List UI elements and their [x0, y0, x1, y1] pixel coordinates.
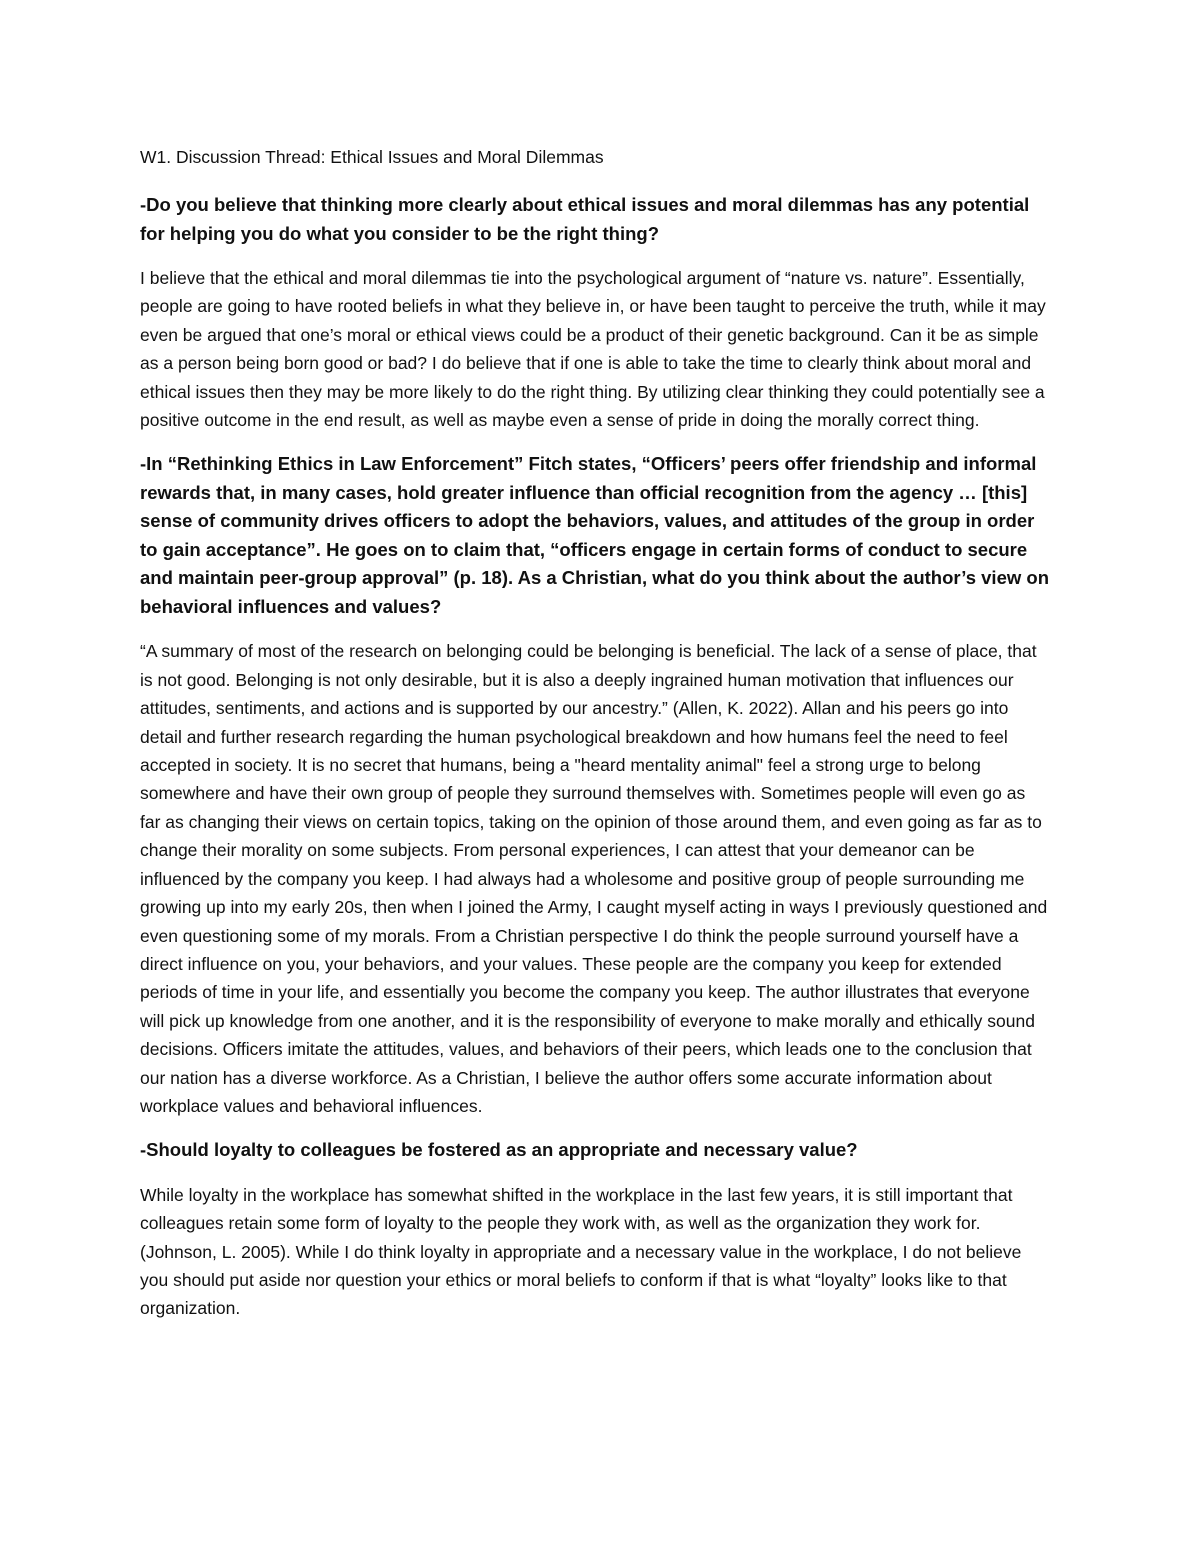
answer-2: [140, 637, 1050, 1120]
document-title: W1. Discussion Thread: Ethical Issues and Moral Dilemmas: [140, 147, 604, 167]
answer-2-text: “A summary of most of the research on belonging could be belonging is beneficial. The lack of a sense of place, that is not good. Belonging is not only desirable, but it is also a deeply ingrained human motivation that influences our attitudes, sentiments, and actions and is supported by our ancestry.” (Allen, K. 2022). Allan and his peers go into detail and further research regarding the human psychological breakdown and how humans feel the need to feel accepted in society. It is no secret that humans, being a "heard mentality animal" feel a strong urge to belong somewhere and have their own group of people they surround themselves with. Sometimes people will even go as far as changing their views on certain topics, taking on the opinion of those around them, and even going as far as to change their morality on some subjects. From personal experiences, I can attest that your demeanor can be influenced by the company you keep. I had always had a wholesome and positive group of people surrounding me growing up into my early 20s, then when I joined the Army, I caught myself acting in ways I previously questioned and even questioning some of my morals. From a Christian perspective I do think the people surround yourself have a direct influence on you, your behaviors, and your values. These people are the company you keep for extended periods of time in your life, and essentially you become the company you keep. The author illustrates that everyone will pick up knowledge from one another, and it is the responsibility of everyone to make morally and ethically sound decisions. Officers imitate the attitudes, values, and behaviors of their peers, which leads one to the conclusion that our nation has a diverse workforce. As a Christian, I believe the author offers some accurate information about workplace values and behavioral influences.: [140, 641, 1048, 1116]
answer-3-text: While loyalty in the workplace has somewhat shifted in the workplace in the last few years, it is still important that colleagues retain some form of loyalty to the people they work with, as well as the organization they work for. (Johnson, L. 2005). While I do think loyalty in appropriate and a necessary value in the workplace, I do not believe you should put aside nor question your ethics or moral beliefs to conform if that is what “loyalty” looks like to that organization.: [140, 1184, 1022, 1319]
answer-1: [140, 264, 1050, 434]
answer-3: [140, 1181, 1050, 1323]
question-1: -Do you believe that thinking more clearly about ethical issues and moral dilemmas has any potential for helping you do what you consider to be the right thing?: [140, 194, 1030, 244]
question-3: -Should loyalty to colleagues be fostered as an appropriate and necessary value?: [140, 1139, 858, 1161]
answer-1-text: I believe that the ethical and moral dilemmas tie into the psychological argument of “nature vs. nature”. Essentially, people are going to have rooted beliefs in what they believe in, or have been taught to perceive the truth, while it may even be argued that one’s moral or ethical views could be a product of their genetic background. Can it be as simple as a person being born good or bad? I do believe that if one is able to take the time to clearly think about moral and ethical issues then they may be more likely to do the right thing. By utilizing clear thinking they could potentially see a positive outcome in the end result, as well as maybe even a sense of pride in doing the morally correct thing.: [140, 268, 1046, 431]
question-2: -In “Rethinking Ethics in Law Enforcement” Fitch states, “Officers’ peers offer friendship and informal rewards that, in many cases, hold greater influence than official recognition from the agency … [this] sense of community drives officers to adopt the behaviors, values, and attitudes of the group in order to gain acceptance”. He goes on to claim that, “officers engage in certain forms of conduct to secure and maintain peer-group approval” (p. 18). As a Christian, what do you think about the author’s view on behavioral influences and values?: [140, 453, 1049, 617]
